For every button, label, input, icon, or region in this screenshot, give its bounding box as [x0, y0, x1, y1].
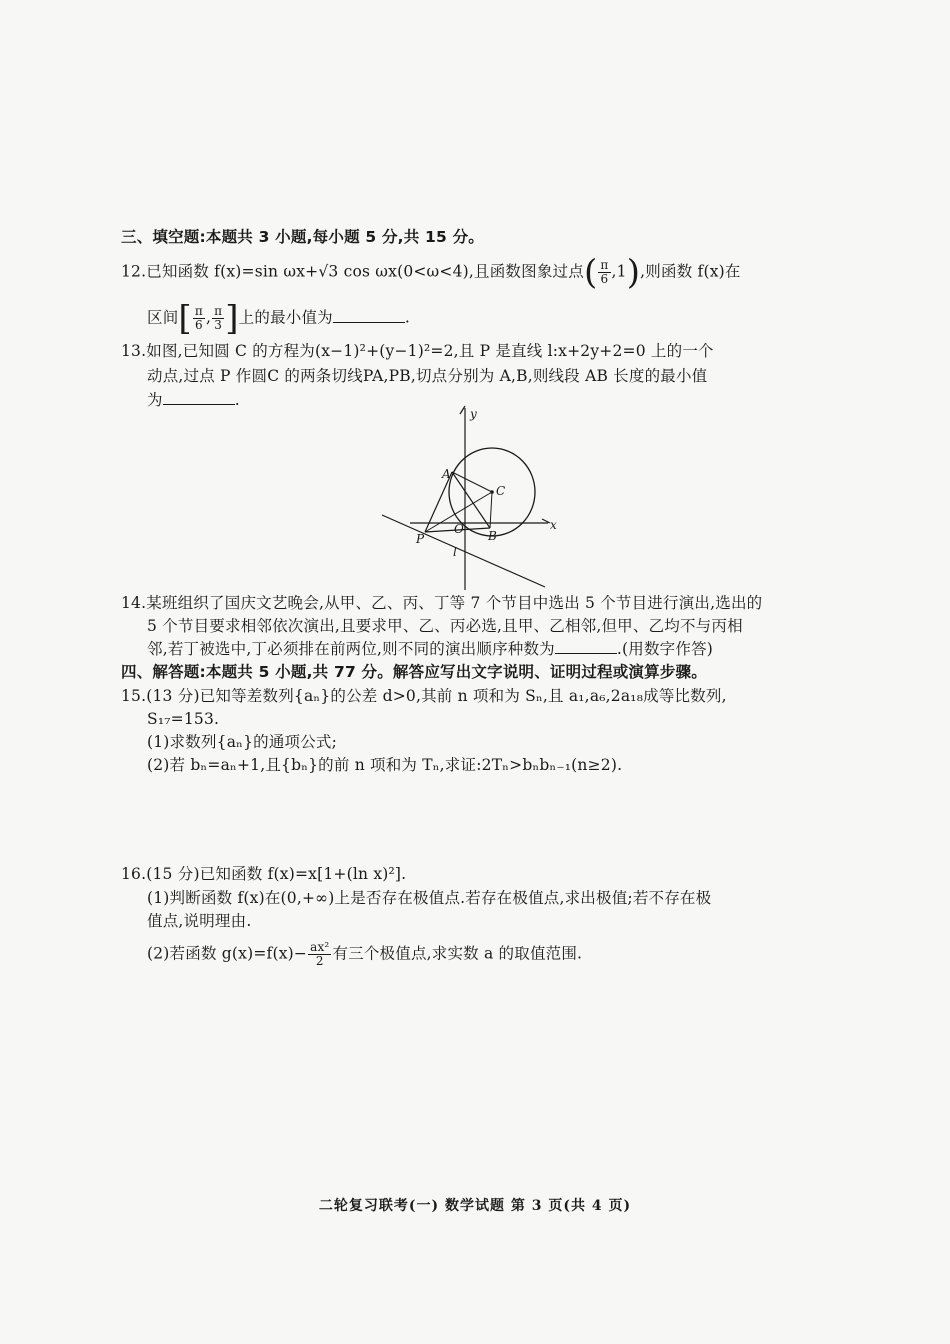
q16-part2-text-b: 有三个极值点,求实数 a 的取值范围. [332, 944, 583, 963]
question-13-line1: 13.如图,已知圆 C 的方程为(x−1)²+(y−1)²=2,且 P 是直线 l:x+2y+2=0 上的一个 [121, 342, 714, 360]
answer-blank [555, 639, 617, 654]
answer-blank [163, 390, 235, 405]
question-13-line3 [147, 389, 240, 411]
q16-part2-text-a: (2)若函数 g(x)=f(x)− [147, 944, 308, 963]
question-12-line2: 区间[ $\frac{\pi}{6}$ , $\frac{\pi}{3}$ ]上的最小值为 . [147, 298, 411, 339]
question-15-part1: (1)求数列{aₙ}的通项公式; [147, 733, 338, 751]
question-13-line2: 动点,过点 P 作圆C 的两条切线PA,PB,切点分别为 A,B,则线段 AB 长度的最小值 [147, 367, 708, 385]
question-16-line1: 16.(15 分)已知函数 f(x)=x[1+(ln x)²]. [121, 865, 407, 883]
page-footer: 二轮复习联考(一) 数学试题 第 3 页(共 4 页) [318, 1198, 632, 1214]
q14-text: 邻,若丁被选中,丁必须排在前两位,则不同的演出顺序种数为 [147, 640, 555, 658]
right-bracket: ] [225, 298, 239, 339]
q12-text-part3: 上的最小值为 [238, 308, 333, 327]
q14-end: .(用数字作答) [616, 640, 714, 658]
label-o: O [454, 522, 464, 536]
fraction-denominator: 2 [315, 954, 324, 968]
circle-tangent-figure [370, 400, 560, 595]
question-16-part2 [147, 941, 582, 968]
question-14-line2: 5 个节目要求相邻依次演出,且要求甲、乙、丙必选,且甲、乙相邻,但甲、乙均不与丙相 [147, 617, 743, 635]
question-14-line3 [147, 638, 713, 660]
label-l: l [453, 545, 457, 559]
question-14-line1: 14.某班组织了国庆文艺晚会,从甲、乙、丙、丁等 7 个节目中选出 5 个节目进行演出,选出的 [121, 594, 763, 612]
q12-point-fraction [598, 259, 610, 286]
label-x: x [550, 518, 557, 532]
question-15-part2: (2)若 bₙ=aₙ+1,且{bₙ}的前 n 项和为 Tₙ,求证:2Tₙ>bₙbₙ₋₁(n≥2). [147, 756, 623, 774]
q12-interval-label: 区间 [147, 308, 179, 327]
q12-text-part1: 12.已知函数 f(x)=sin ωx+√3 cos ωx(0<ω<4),且函数图象过点 [121, 262, 584, 281]
section3-header: 三、填空题:本题共 3 小题,每小题 5 分,共 15 分。 [121, 228, 484, 246]
q13-text: 为 [147, 391, 163, 409]
fraction-denominator: 3 [214, 318, 223, 332]
label-c: C [496, 484, 506, 498]
section4-header: 四、解答题:本题共 5 小题,共 77 分。解答应写出文字说明、证明过程或演算步骤。 [121, 663, 707, 681]
q12-interval-a [193, 305, 205, 332]
question-15-line1: 15.(13 分)已知等差数列{aₙ}的公差 d>0,其前 n 项和为 Sₙ,且 a₁,a₆,2a₁₈成等比数列, [121, 687, 727, 705]
q12-interval-b [212, 305, 224, 332]
center-point [490, 490, 494, 494]
q12-point-y: ,1 [611, 262, 627, 281]
fraction-denominator: 6 [195, 318, 203, 332]
q12-text-part2: ,则函数 f(x)在 [640, 262, 741, 281]
fraction-numerator: π [214, 304, 223, 318]
answer-blank [333, 308, 405, 323]
label-a: A [442, 467, 451, 481]
q16-fraction [308, 941, 331, 968]
question-15-line2: S₁₇=153. [147, 710, 220, 728]
question-12-line1 [121, 252, 741, 293]
fraction-numerator: π [194, 304, 203, 318]
q12-end: . [404, 308, 411, 327]
left-paren: ( [583, 252, 598, 293]
fraction-numerator: ax² [310, 940, 330, 954]
segment-ac [452, 472, 492, 492]
label-p: P [416, 532, 425, 546]
label-y: y [470, 407, 477, 421]
y-axis-arrow [460, 406, 465, 414]
fraction-numerator: π [600, 258, 609, 272]
left-bracket: [ [178, 298, 192, 339]
label-b: B [488, 529, 497, 543]
question-16-part1b: 值点,说明理由. [147, 912, 252, 930]
right-paren: ) [626, 252, 641, 293]
question-16-part1a: (1)判断函数 f(x)在(0,+∞)上是否存在极值点.若存在极值点,求出极值;若不存在极 [147, 889, 712, 907]
q13-end: . [234, 391, 240, 409]
fraction-denominator: 6 [600, 272, 609, 286]
